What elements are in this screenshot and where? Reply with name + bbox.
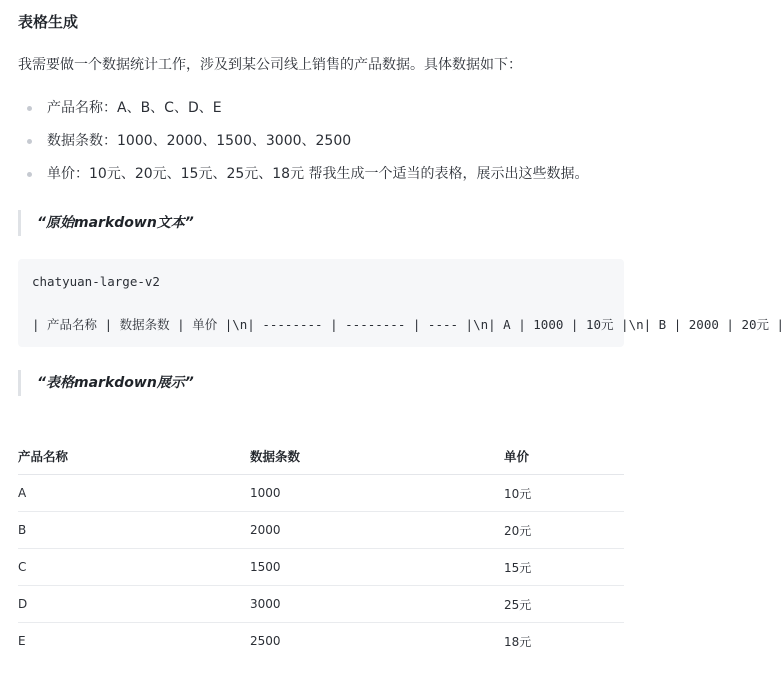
table-cell: 1500: [250, 549, 504, 586]
table-header-cell: 产品名称: [18, 437, 250, 475]
table-cell: 25元: [504, 586, 624, 623]
list-item-text: 数据条数：1000、2000、1500、3000、2500: [47, 133, 352, 149]
code-content: | 产品名称 | 数据条数 | 单价 |\n| -------- | -------- | ---- |\n| A | 1000 | 10元 |\n| B | 2000 | 20元 |: [32, 317, 784, 332]
list-item: [18, 129, 589, 162]
table-cell: 2000: [250, 512, 504, 549]
table-cell: 10元: [504, 475, 624, 512]
table-cell: 1000: [250, 475, 504, 512]
table-cell: 3000: [250, 586, 504, 623]
table-cell: 2500: [250, 634, 281, 648]
list-item-text: 产品名称：A、B、C、D、E: [47, 100, 222, 116]
table-cell: 20元: [504, 512, 624, 549]
table-cell: B: [18, 512, 250, 549]
section-title: 表格生成: [18, 13, 79, 31]
table-cell: C: [18, 549, 250, 586]
table-cell: E: [18, 634, 26, 648]
list-item: [18, 162, 589, 195]
table-header-row: [18, 437, 624, 475]
table-header-cell: 数据条数: [250, 437, 504, 475]
bullet-dot-icon: [27, 172, 32, 177]
code-block[interactable]: [18, 259, 784, 347]
blockquote-rendered-table: “表格markdown展示”: [18, 370, 194, 396]
table-row: [18, 549, 624, 586]
table-row: [18, 586, 624, 623]
table-cell: 18元: [504, 634, 532, 649]
table-header-cell: 单价: [504, 437, 624, 475]
list-item-text: 单价：10元、20元、15元、25元、18元 帮我生成一个适当的表格，展示出这些数据。: [47, 166, 589, 182]
table-cell: D: [18, 586, 250, 623]
table-row: [18, 623, 624, 660]
code-model-name: chatyuan-large-v2: [32, 274, 160, 289]
table-cell: A: [18, 475, 250, 512]
intro-paragraph: 我需要做一个数据统计工作，涉及到某公司线上销售的产品数据。具体数据如下：: [18, 57, 522, 73]
list-item: [18, 96, 589, 129]
table-cell: 15元: [504, 549, 624, 586]
table-row: [18, 512, 624, 549]
bullet-dot-icon: [27, 139, 32, 144]
product-table: [18, 437, 624, 659]
blockquote-raw-markdown: “原始markdown文本”: [18, 210, 194, 236]
table-row: [18, 475, 624, 512]
requirement-list: [18, 96, 589, 195]
bullet-dot-icon: [27, 106, 32, 111]
